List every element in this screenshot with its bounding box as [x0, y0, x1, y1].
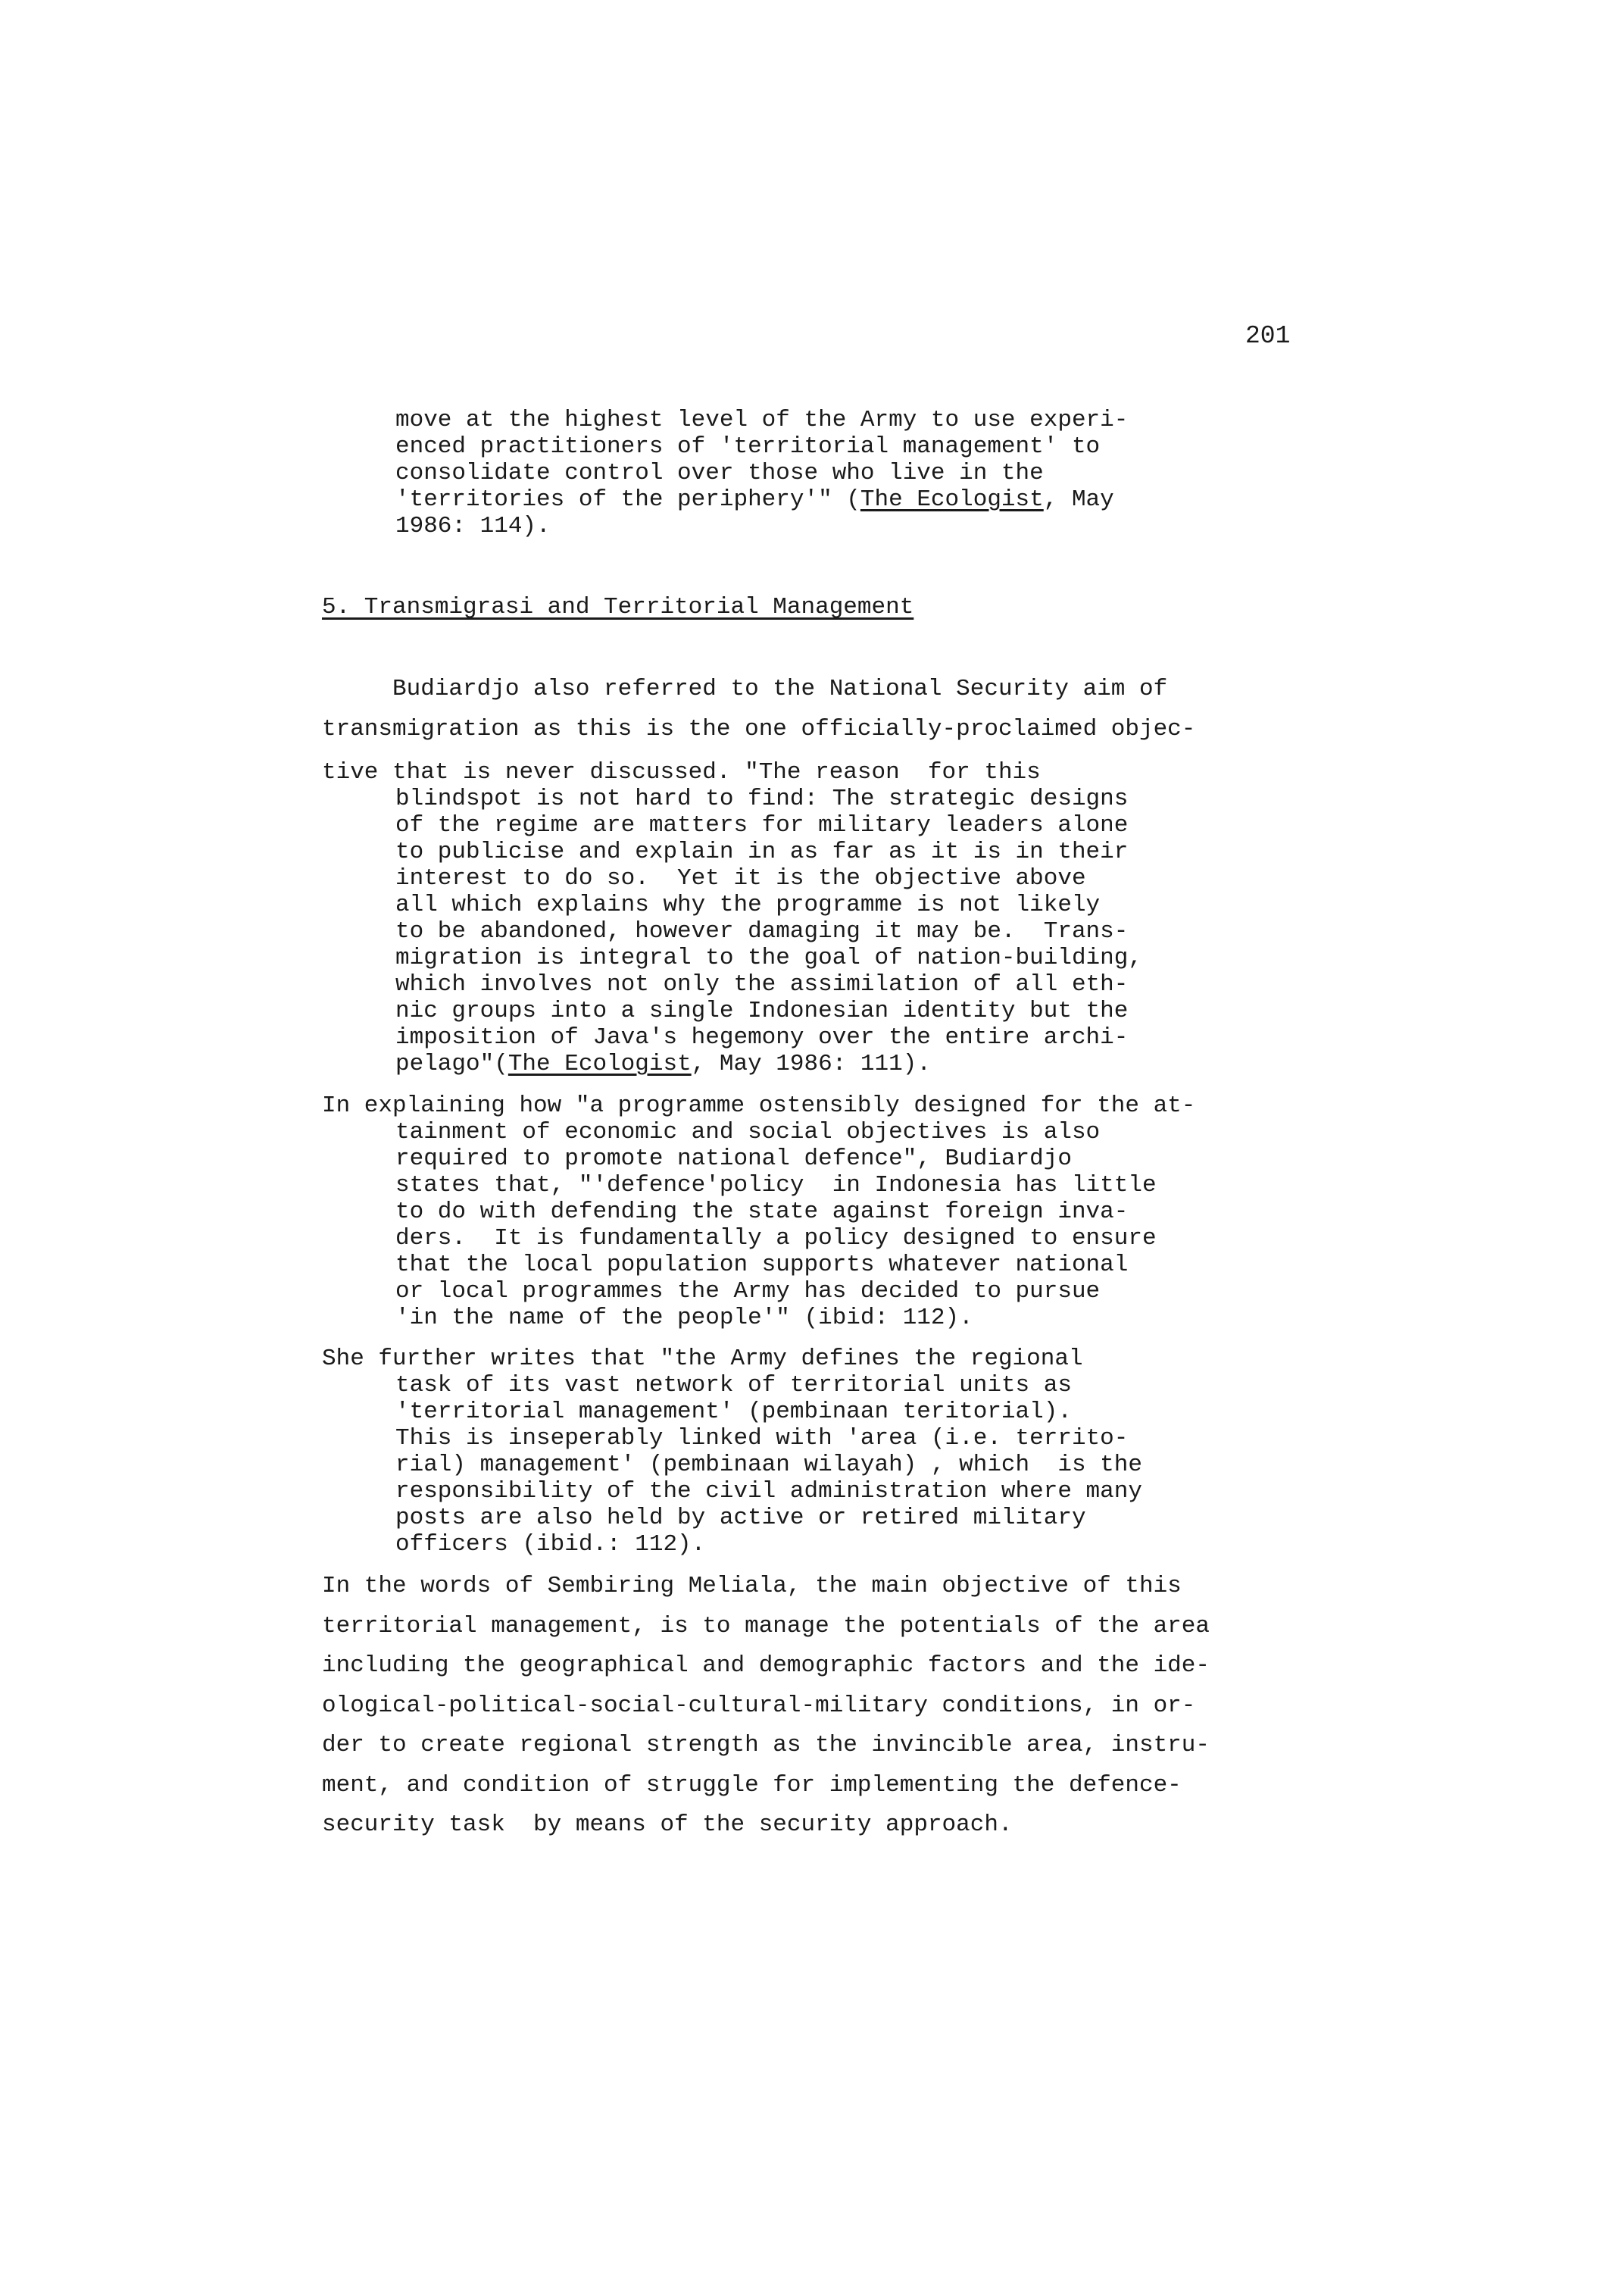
quote-line: 'territorial management' (pembinaan teritorial). [395, 1399, 1072, 1425]
quote-line: tainment of economic and social objectives is also [395, 1119, 1101, 1146]
paragraph-line: territorial management, is to manage the potentials of the area [322, 1612, 1210, 1639]
quote-first-line: In explaining how "a programme ostensibly designed for the at- [322, 1092, 1196, 1119]
quote-line: consolidate control over those who live in the [395, 460, 1044, 486]
quote-line: officers (ibid.: 112). [395, 1531, 706, 1558]
quote-first-line: tive that is never discussed. "The reason for this [322, 759, 1041, 786]
quote-line: responsibility of the civil administration where many [395, 1478, 1142, 1505]
quote-line-suffix: , May 1986: 111). [691, 1051, 931, 1077]
quote-first-line: She further writes that "the Army defines the regional [322, 1346, 1083, 1372]
quote-line: posts are also held by active or retired military [395, 1505, 1086, 1531]
block-quote-blindspot [322, 759, 1329, 1077]
quote-line: This is inseperably linked with 'area (i.e. territo- [395, 1425, 1129, 1452]
source-title: The Ecologist [860, 486, 1044, 513]
quote-line: 1986: 114). [395, 513, 551, 539]
quote-line-with-source [395, 1051, 1329, 1077]
quote-line: nic groups into a single Indonesian identity but the [395, 998, 1129, 1024]
block-quote-territorial [322, 1346, 1329, 1558]
source-title: The Ecologist [508, 1051, 692, 1077]
paragraph-intro [322, 670, 1329, 749]
paragraph-line: ological-political-social-cultural-military conditions, in or- [322, 1692, 1196, 1719]
quote-line-text: pelago"( [395, 1051, 508, 1077]
quote-line: interest to do so. Yet it is the objective above [395, 865, 1086, 892]
quote-line: task of its vast network of territorial units as [395, 1372, 1072, 1399]
paragraph-line: security task by means of the security approach. [322, 1811, 1013, 1838]
quote-line: imposition of Java's hegemony over the entire archi- [395, 1024, 1129, 1051]
quote-line: move at the highest level of the Army to use experi- [395, 407, 1129, 433]
paragraph-line: der to create regional strength as the invincible area, instru- [322, 1732, 1210, 1758]
quote-line: which involves not only the assimilation of all eth- [395, 971, 1129, 998]
quote-line: blindspot is not hard to find: The strategic designs [395, 786, 1129, 812]
quote-line: states that, "'defence'policy in Indonesia has little [395, 1172, 1157, 1199]
quote-line: to do with defending the state against foreign inva- [395, 1199, 1129, 1225]
quote-line: enced practitioners of 'territorial management' to [395, 433, 1101, 460]
quote-line: migration is integral to the goal of nation-building, [395, 945, 1142, 971]
quote-line: rial) management' (pembinaan wilayah) , which is the [395, 1452, 1142, 1478]
paragraph-line: In the words of Sembiring Meliala, the main objective of this [322, 1573, 1182, 1599]
paragraph-line: including the geographical and demographic factors and the ide- [322, 1652, 1210, 1679]
quote-line-text: 'territories of the periphery'" ( [395, 486, 860, 513]
paragraph-sembiring [322, 1567, 1329, 1846]
block-quote-top [395, 407, 1342, 539]
quote-line: to publicise and explain in as far as it is in their [395, 839, 1129, 865]
quote-line: of the regime are matters for military leaders alone [395, 812, 1129, 839]
quote-line: all which explains why the programme is not likely [395, 892, 1101, 918]
quote-line: 'in the name of the people'" (ibid: 112). [395, 1305, 973, 1331]
quote-line-with-source [395, 486, 1342, 513]
page-number: 201 [1245, 322, 1291, 350]
paragraph-line: transmigration as this is the one officially-proclaimed objec- [322, 715, 1196, 742]
paragraph-line: ment, and condition of struggle for implementing the defence- [322, 1771, 1182, 1799]
quote-line: ders. It is fundamentally a policy designed to ensure [395, 1225, 1157, 1252]
quote-line-suffix: , May [1043, 486, 1114, 513]
quote-line: required to promote national defence", Budiardjo [395, 1146, 1072, 1172]
paragraph-line: Budiardjo also referred to the National Security aim of [322, 676, 1168, 702]
quote-line: that the local population supports whatever national [395, 1252, 1129, 1278]
block-quote-defence [322, 1092, 1329, 1331]
quote-line: to be abandoned, however damaging it may be. Trans- [395, 918, 1129, 945]
quote-line: or local programmes the Army has decided to pursue [395, 1278, 1101, 1305]
section-heading: 5. Transmigrasi and Territorial Management [322, 594, 914, 620]
